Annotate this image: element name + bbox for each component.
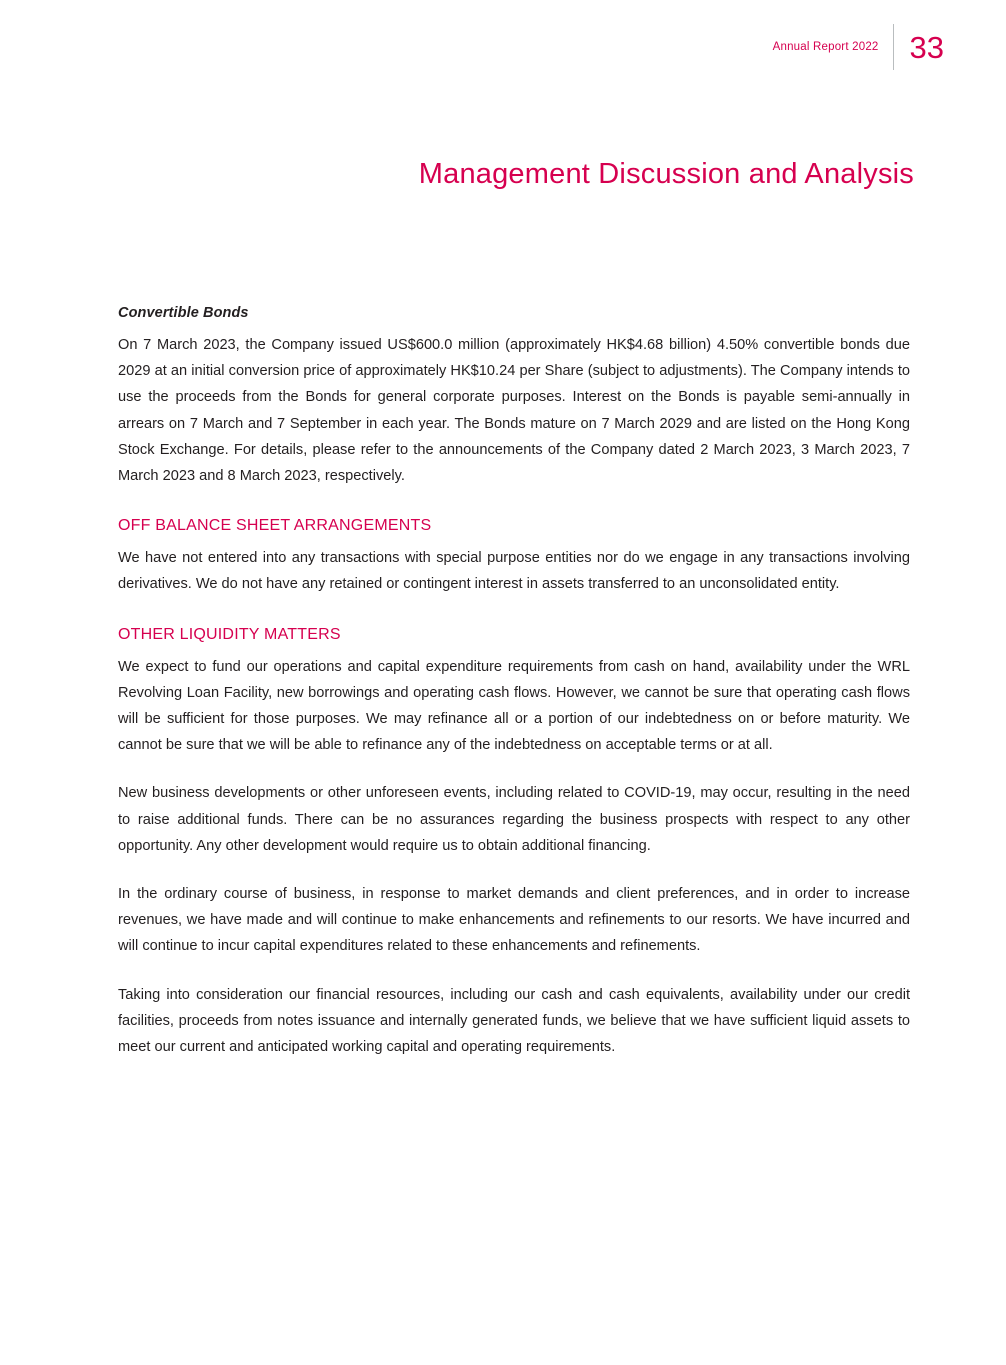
- convertible-bonds-paragraph: On 7 March 2023, the Company issued US$600.0 million (approximately HK$4.68 billion) 4.50% convertible bonds due 2029 at an initial conversion price of approximately HK$10.24 per Share (subject to adjustments). The Company intends to use the proceeds from the Bonds for general corporate purposes. Interest on the Bonds is payable semi-annually in arrears on 7 March and 7 September in each year. The Bonds mature on 7 March 2029 and are listed on the Hong Kong Stock Exchange. For details, please refer to the announcements of the Company dated 2 March 2023, 3 March 2023, 7 March 2023 and 8 March 2023, respectively.: [118, 337, 910, 485]
- page-title: Management Discussion and Analysis: [418, 158, 914, 190]
- other-liquidity-paragraph-2: New business developments or other unforeseen events, including related to COVID-19, may occur, resulting in the need to raise additional funds. There can be no assurances regarding the business prospects with respect to any other opportunity. Any other development would require us to obtain additional financing.: [118, 785, 910, 854]
- off-balance-sheet-paragraph: We have not entered into any transactions with special purpose entities nor do we engage in any transactions involving derivatives. We do not have any retained or contingent interest in assets transferred to an unconsolidated entity.: [118, 550, 910, 593]
- annual-report-label: Annual Report 2022: [772, 41, 879, 53]
- convertible-bonds-heading: Convertible Bonds: [118, 305, 249, 321]
- page-number: 33: [909, 29, 944, 65]
- off-balance-sheet-heading: OFF BALANCE SHEET ARRANGEMENTS: [118, 517, 432, 535]
- other-liquidity-paragraph-1: We expect to fund our operations and capital expenditure requirements from cash on hand, availability under the WRL Revolving Loan Facility, new borrowings and operating cash flows. However, we cannot be sure that operating cash flows will be sufficient for those purposes. We may refinance all or a portion of our indebtedness on or before maturity. We cannot be sure that we will be able to refinance any of the indebtedness on acceptable terms or at all.: [118, 658, 910, 754]
- page-header: [773, 24, 944, 70]
- other-liquidity-heading: OTHER LIQUIDITY MATTERS: [118, 625, 341, 643]
- document-body: [118, 305, 910, 1060]
- other-liquidity-paragraph-3: In the ordinary course of business, in response to market demands and client preferences, and in order to increase revenues, we have made and will continue to make enhancements and refinements to our resorts. We have incurred and will continue to incur capital expenditures related to these enhancements and refinements.: [118, 886, 910, 955]
- other-liquidity-paragraph-4: Taking into consideration our financial resources, including our cash and cash equivalents, availability under our credit facilities, proceeds from notes issuance and internally generated funds, we believe that we have sufficient liquid assets to meet our current and anticipated working capital and operating requirements.: [118, 986, 910, 1056]
